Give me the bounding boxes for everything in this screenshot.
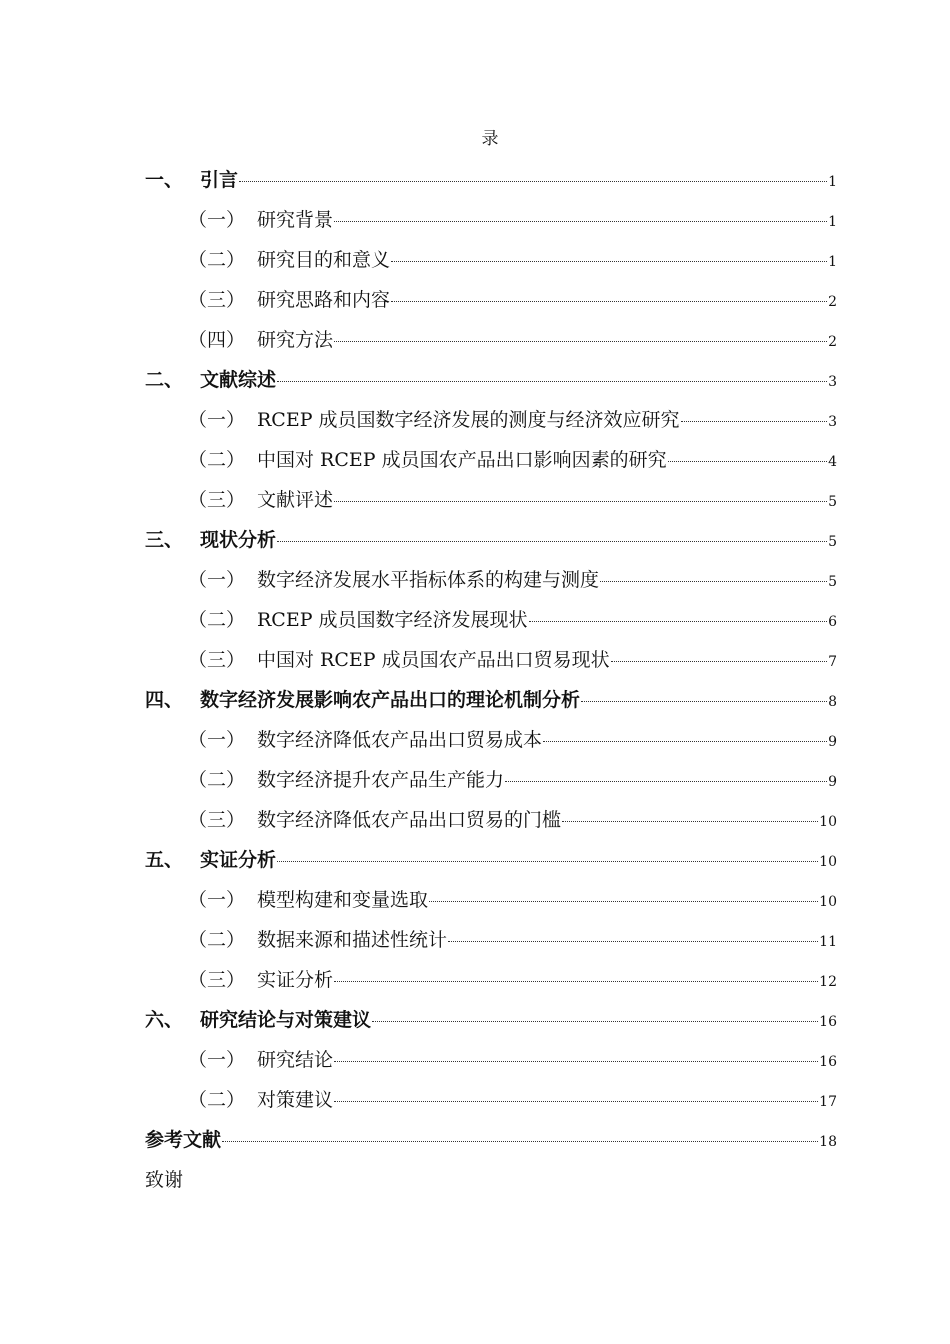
toc-entry-title: 引言: [200, 169, 239, 191]
toc-page-number: 16: [819, 1014, 837, 1030]
toc-acknowledgement-entry[interactable]: [145, 1160, 837, 1200]
toc-section-entry[interactable]: [145, 200, 837, 240]
toc-page-number: 2: [828, 334, 837, 350]
toc-page-number: 11: [819, 934, 837, 950]
toc-entry-title: 对策建议: [257, 1089, 334, 1111]
toc-page-number: 2: [828, 294, 837, 310]
toc-entry-title: 研究目的和意义: [257, 249, 391, 271]
toc-section-entry[interactable]: [145, 560, 837, 600]
toc-section-entry[interactable]: [145, 800, 837, 840]
toc-entry-title: 数字经济提升农产品生产能力: [257, 769, 505, 791]
toc-section-entry[interactable]: [145, 1080, 837, 1120]
toc-entry-title: 研究结论: [257, 1049, 334, 1071]
toc-chapter-entry[interactable]: [145, 1120, 837, 1160]
toc-entry-number: 六、: [145, 1009, 184, 1031]
toc-section-entry[interactable]: [145, 320, 837, 360]
dot-leader: [505, 781, 827, 782]
toc-entry-title: 研究方法: [257, 329, 334, 351]
toc-entry-title: 数字经济降低农产品出口贸易成本: [257, 729, 543, 751]
toc-entry-title: 实证分析: [200, 849, 277, 871]
toc-entry-title: 参考文献: [145, 1129, 222, 1151]
toc-page-number: 1: [828, 174, 837, 190]
toc-entry-number: （四）: [188, 329, 246, 351]
toc-entry-title: 实证分析: [257, 969, 334, 991]
toc-page-number: 17: [819, 1094, 837, 1110]
dot-leader: [334, 501, 827, 502]
dot-leader: [600, 581, 827, 582]
toc-section-entry[interactable]: [145, 440, 837, 480]
dot-leader: [668, 461, 828, 462]
dot-leader: [222, 1141, 818, 1142]
toc-entry-title: 研究思路和内容: [257, 289, 391, 311]
toc-section-entry[interactable]: [145, 760, 837, 800]
toc-page-number: 10: [819, 894, 837, 910]
dot-leader: [334, 341, 827, 342]
toc-chapter-entry[interactable]: [145, 160, 837, 200]
table-of-contents: [145, 160, 837, 1200]
dot-leader: [334, 1061, 818, 1062]
toc-chapter-entry[interactable]: [145, 1000, 837, 1040]
toc-section-entry[interactable]: [145, 960, 837, 1000]
toc-section-entry[interactable]: [145, 920, 837, 960]
toc-page-number: 10: [819, 854, 837, 870]
toc-entry-number: （二）: [188, 249, 246, 271]
toc-section-entry[interactable]: [145, 880, 837, 920]
dot-leader: [277, 541, 827, 542]
toc-page-number: 5: [828, 574, 837, 590]
toc-entry-number: （二）: [188, 449, 246, 471]
toc-page-number: 3: [828, 414, 837, 430]
toc-chapter-entry[interactable]: [145, 520, 837, 560]
toc-page-number: 4: [828, 454, 837, 470]
toc-entry-title: 模型构建和变量选取: [257, 889, 429, 911]
toc-entry-number: （一）: [188, 409, 246, 431]
toc-entry-number: （三）: [188, 649, 246, 671]
dot-leader: [529, 621, 828, 622]
toc-page-number: 8: [828, 694, 837, 710]
toc-page-number: 1: [828, 254, 837, 270]
toc-page-number: 12: [819, 974, 837, 990]
dot-leader: [334, 981, 818, 982]
toc-entry-number: 三、: [145, 529, 184, 551]
dot-leader: [562, 821, 818, 822]
toc-chapter-entry[interactable]: [145, 840, 837, 880]
toc-entry-title: 数据来源和描述性统计: [257, 929, 448, 951]
toc-entry-number: 二、: [145, 369, 184, 391]
toc-entry-title: 中国对 RCEP 成员国农产品出口影响因素的研究: [257, 449, 667, 471]
dot-leader: [681, 421, 828, 422]
toc-entry-number: （一）: [188, 889, 246, 911]
toc-entry-number: （二）: [188, 1089, 246, 1111]
toc-page-number: 5: [828, 534, 837, 550]
dot-leader: [611, 661, 828, 662]
toc-entry-number: （三）: [188, 969, 246, 991]
toc-entry-title: RCEP 成员国数字经济发展的测度与经济效应研究: [257, 409, 680, 431]
toc-section-entry[interactable]: [145, 640, 837, 680]
toc-page-number: 18: [819, 1134, 837, 1150]
toc-entry-title: 文献综述: [200, 369, 277, 391]
dot-leader: [372, 1021, 818, 1022]
toc-chapter-entry[interactable]: [145, 360, 837, 400]
toc-entry-title: RCEP 成员国数字经济发展现状: [257, 609, 528, 631]
toc-page-number: 1: [828, 214, 837, 230]
dot-leader: [391, 261, 827, 262]
dot-leader: [391, 301, 827, 302]
toc-entry-title: 现状分析: [200, 529, 277, 551]
dot-leader: [581, 701, 827, 702]
toc-section-entry[interactable]: [145, 1040, 837, 1080]
toc-chapter-entry[interactable]: [145, 680, 837, 720]
toc-entry-title: 研究结论与对策建议: [200, 1009, 372, 1031]
dot-leader: [334, 1101, 818, 1102]
toc-page-number: 16: [819, 1054, 837, 1070]
dot-leader: [543, 741, 827, 742]
toc-entry-number: （二）: [188, 769, 246, 791]
toc-section-entry[interactable]: [145, 400, 837, 440]
toc-page-number: 5: [828, 494, 837, 510]
dot-leader: [429, 901, 818, 902]
toc-entry-number: 五、: [145, 849, 184, 871]
toc-section-entry[interactable]: [145, 480, 837, 520]
toc-section-entry[interactable]: [145, 240, 837, 280]
toc-entry-title: 文献评述: [257, 489, 334, 511]
toc-entry-number: （二）: [188, 609, 246, 631]
dot-leader: [277, 381, 827, 382]
toc-entry-number: （一）: [188, 569, 246, 591]
toc-entry-number: 一、: [145, 169, 184, 191]
dot-leader: [239, 181, 827, 182]
toc-page-number: 7: [828, 654, 837, 670]
dot-leader: [277, 861, 818, 862]
toc-entry-title: 致谢: [145, 1169, 184, 1191]
toc-entry-number: （三）: [188, 809, 246, 831]
toc-entry-number: （三）: [188, 289, 246, 311]
toc-entry-title: 研究背景: [257, 209, 334, 231]
toc-section-entry[interactable]: [145, 280, 837, 320]
toc-section-entry[interactable]: [145, 600, 837, 640]
page-title: 录: [481, 129, 499, 149]
toc-entry-number: （一）: [188, 1049, 246, 1071]
toc-page-number: 9: [828, 774, 837, 790]
dot-leader: [334, 221, 827, 222]
toc-page-number: 10: [819, 814, 837, 830]
toc-entry-number: （一）: [188, 729, 246, 751]
dot-leader: [448, 941, 818, 942]
toc-entry-title: 数字经济发展水平指标体系的构建与测度: [257, 569, 600, 591]
toc-section-entry[interactable]: [145, 720, 837, 760]
toc-entry-number: （一）: [188, 209, 246, 231]
toc-entry-number: （三）: [188, 489, 246, 511]
toc-entry-title: 数字经济发展影响农产品出口的理论机制分析: [200, 689, 581, 711]
toc-entry-title: 数字经济降低农产品出口贸易的门槛: [257, 809, 562, 831]
toc-entry-title: 中国对 RCEP 成员国农产品出口贸易现状: [257, 649, 610, 671]
toc-entry-number: 四、: [145, 689, 184, 711]
toc-page-number: 6: [828, 614, 837, 630]
toc-page-number: 9: [828, 734, 837, 750]
toc-entry-number: （二）: [188, 929, 246, 951]
toc-page-number: 3: [828, 374, 837, 390]
